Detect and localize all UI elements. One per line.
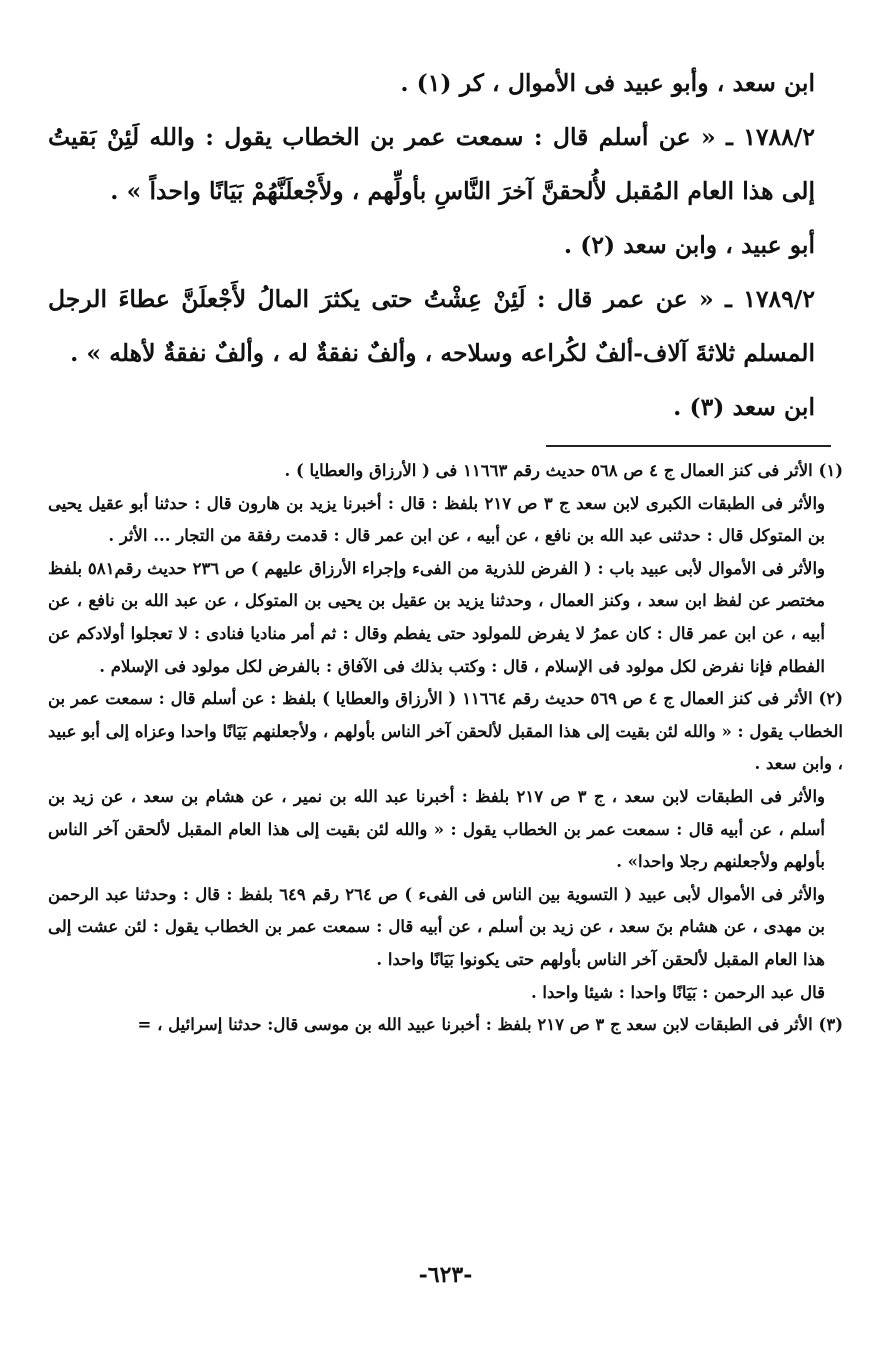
footnote-continuation: والأثر فى الطبقات لابن سعد ، ج ٣ ص ٢١٧ بلفظ : أخبرنا عبد الله بن نمير ، عن هشام بن سعد ، عن زيد بن أسلم ، عن أبيه قال : سمعت عمر بن الخطاب يقول : « والله لئن بقيت إلى هذا العام المقبل لألحقن آخر الناس بأولهم ولأجعلنهم رجلا واحدا» .: [48, 786, 826, 872]
footnote-continuation: والأثر فى الطبقات الكبرى لابن سعد ج ٣ ص ٢١٧ بلفظ : قال : أخبرنا يزيد بن هارون قال : حدثنا أبو عقيل يحيى بن المتوكل قال : حدثنى عبد الله بن نافع ، عن أبيه ، عن ابن عمر قال : قدمت رفقة من التجار ... الأثر .: [48, 493, 825, 546]
main-paragraph: ١٧٨٨/٢ ـ « عن أسلم قال : سمعت عمر بن الخطاب يقول : والله لَئِنْ بَقيتُ إلى هذا العام المُقبل لأُلحقنَّ آخرَ النَّاسِ بأولِّهم ، ولأَجْعلَنَّهُمْ بَيَانًا واحداً » .: [48, 123, 815, 205]
footnote: (٣) الأثر فى الطبقات لابن سعد ج ٣ ص ٢١٧ بلفظ : أخبرنا عبيد الله بن موسى قال: حدثنا إسرائيل ، =: [137, 1015, 843, 1035]
footnote-continuation: قال عبد الرحمن : بَيَانًا واحدا : شيئا واحدا .: [530, 982, 825, 1002]
main-paragraph: ابن سعد ، وأبو عبيد فى الأموال ، كر (١) .: [400, 69, 815, 97]
main-text: [48, 56, 843, 434]
footnote: (٢) الأثر فى كنز العمال ج ٤ ص ٥٦٩ حديث رقم ١١٦٦٤ ( الأرزاق والعطايا ) بلفظ : عن أسلم قال : سمعت عمر بن الخطاب يقول : « والله لئن بقيت إلى هذا المقبل لألحقن آخر الناس بأولهم ، ولأجعلنهم بَيَانًا واحدا وعزاه إلى أبو عبيد ، وابن سعد .: [48, 689, 844, 774]
page-number: -٦٢٣-: [418, 1262, 473, 1288]
main-paragraph: ابن سعد (٣) .: [673, 393, 815, 421]
footnote-divider: [546, 445, 831, 447]
footnote-continuation: والأثر فى الأموال لأبى عبيد باب : ( الفرض للذرية من الفىء وإجراء الأرزاق عليهم ) ص ٢٣٦ حديث رقم٥٨١ بلفظ مختصر عن لفظ ابن سعد ، وكنز العمال ، وحدثنا يزيد بن عقيل بن يحيى بن المتوكل ، عن عبد الله بن نافع ، عن أبيه ، عن ابن عمر قال : كان عمرُ لا يفرض للمولود حتى يفطم وقال : ثم أمر مناديا فنادى : لا تعجلوا أولادكم عن الفطام فإنا نفرض لكل مولود فى الإسلام ، قال : وكتب بذلك فى الآفاق : بالفرض لكل مولود فى الإسلام .: [48, 558, 825, 676]
main-paragraph: ١٧٨٩/٢ ـ « عن عمر قال : لَئِنْ عِشْتُ حتى يكثرَ المالُ لأَجْعلَنَّ عطاءَ الرجل المسلم ثلاثةَ آلاف-ألفٌ لكُراعه وسلاحه ، وألفٌ نفقةٌ له ، وألفٌ نفقةٌ لأهله » .: [48, 285, 815, 367]
footnote: (١) الأثر فى كنز العمال ج ٤ ص ٥٦٨ حديث رقم ١١٦٦٣ فى ( الأرزاق والعطايا ) .: [284, 461, 843, 480]
main-paragraph: أبو عبيد ، وابن سعد (٢) .: [563, 231, 815, 259]
footnote-continuation: والأثر فى الأموال لأبى عبيد ( التسوية بين الناس فى الفىء ) ص ٢٦٤ رقم ٦٤٩ بلفظ : قال : وحدثنا عبد الرحمن بن مهدى ، عن هشام بنَ سعد ، عن زيد بن أسلم ، عن أبيه قال : سمعت عمر بن الخطاب يقول : لئن عشت إلى هذا العام المقبل لألحقن آخر الناس بأولهم حتى يكونوا بَيَانًا واحدا .: [48, 884, 825, 969]
footnotes: [48, 455, 843, 1042]
